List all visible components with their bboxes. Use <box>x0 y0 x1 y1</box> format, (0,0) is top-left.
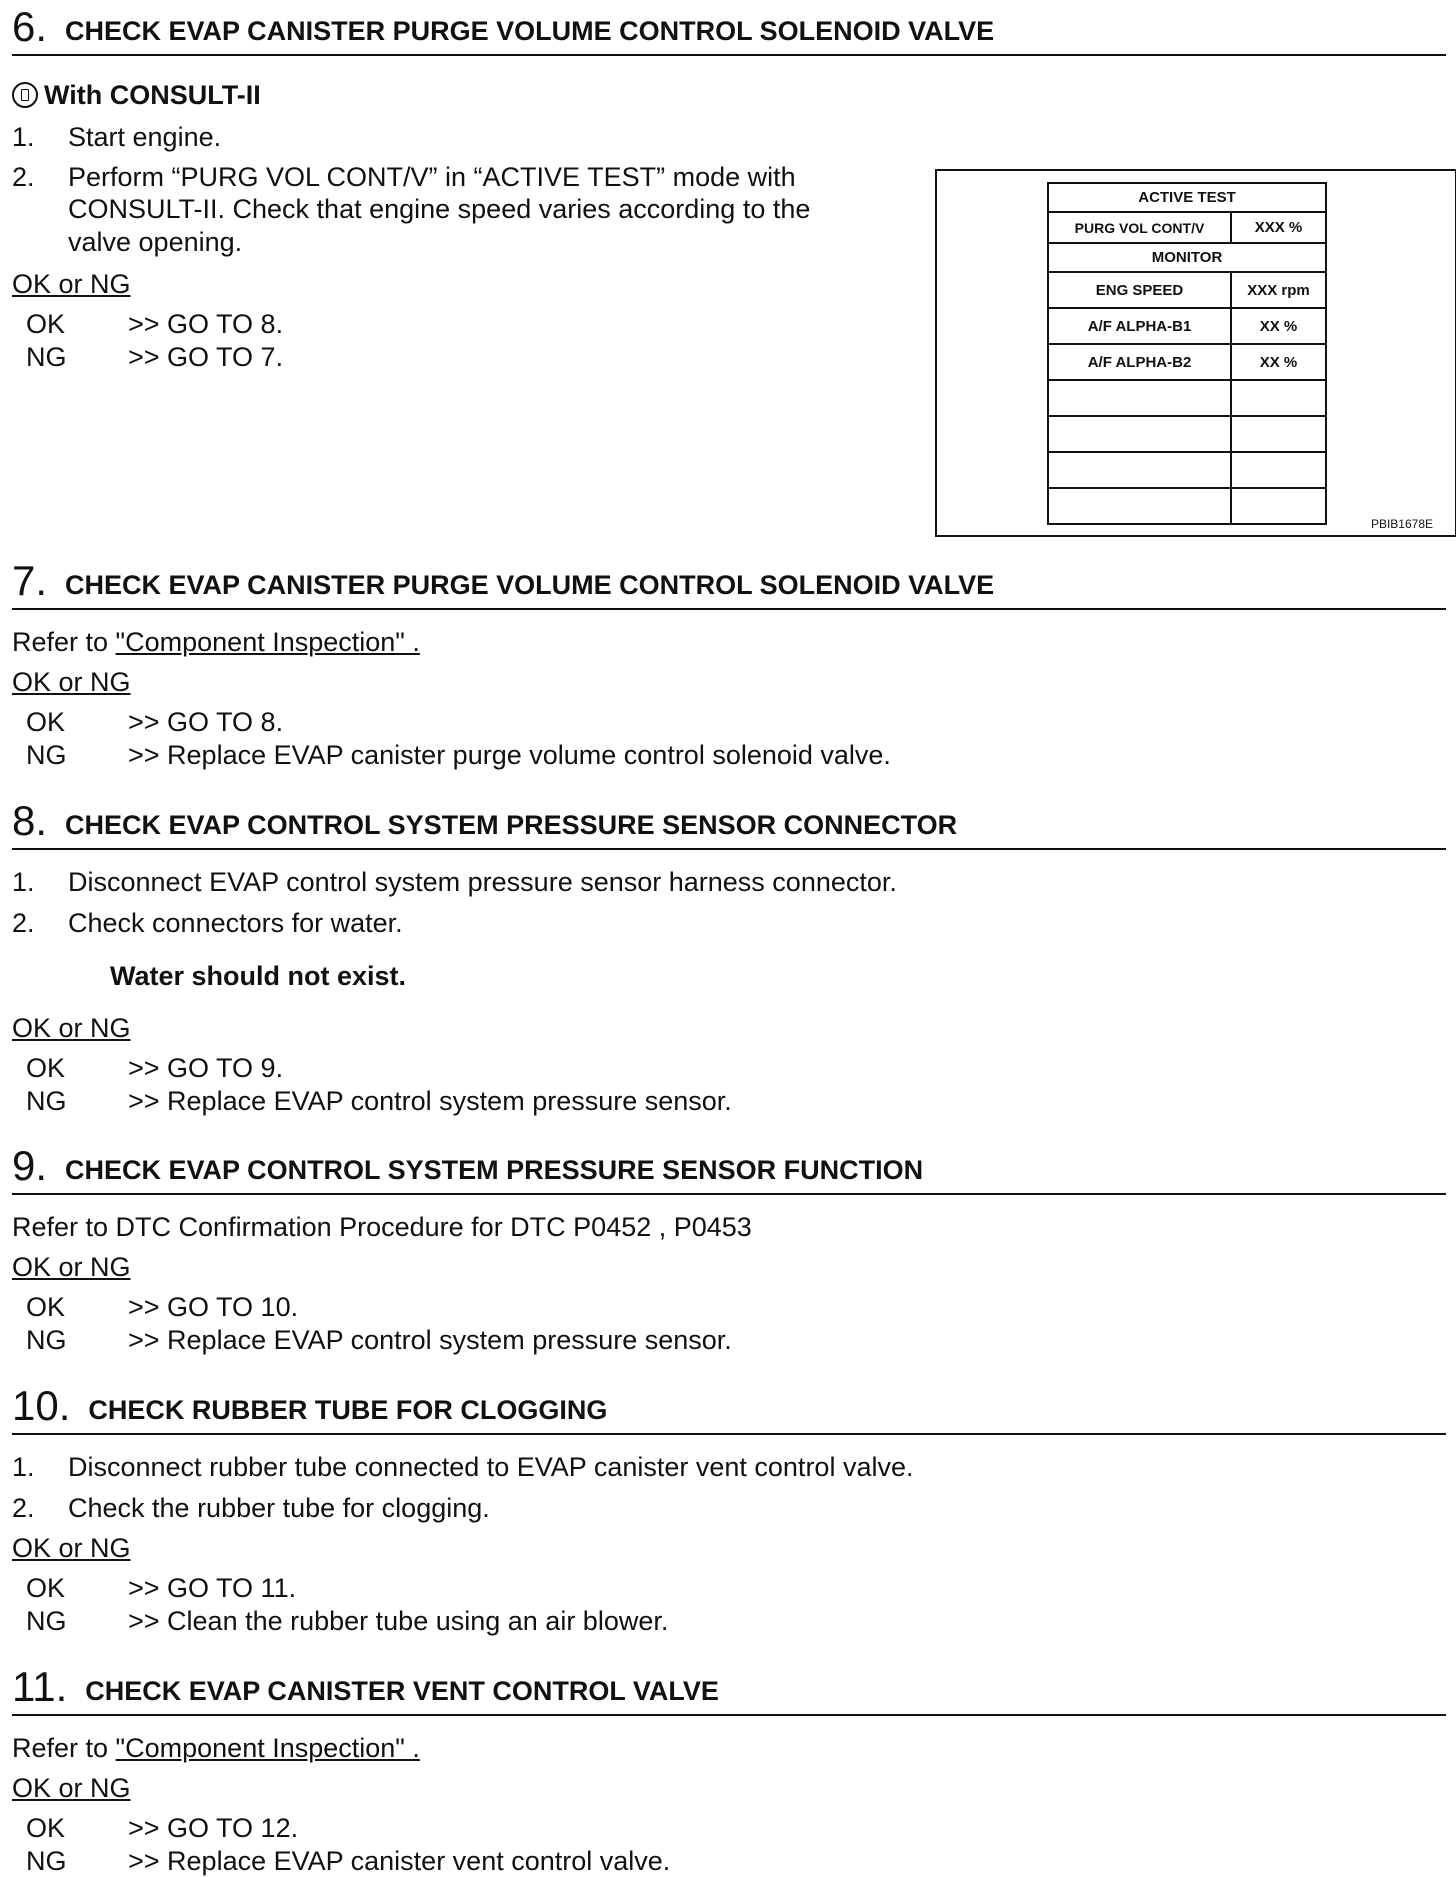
component-inspection-link[interactable]: "Component Inspection" . <box>115 1733 420 1763</box>
step-title: CHECK EVAP CANISTER VENT CONTROL VALVE <box>85 1676 719 1706</box>
empty-cell <box>1048 416 1231 452</box>
step-number: 6 <box>12 3 36 50</box>
ok-or-ng-label: OK or NG <box>12 1533 131 1563</box>
step-7-header: 7 . CHECK EVAP CANISTER PURGE VOLUME CONTROL SOLENOID VALVE <box>12 554 1446 610</box>
empty-cell <box>1231 488 1326 524</box>
ok-or-ng-label: OK or NG <box>12 269 131 299</box>
empty-cell <box>1231 416 1326 452</box>
active-test-table <box>1047 182 1327 525</box>
refer-line: Refer to "Component Inspection" . <box>12 627 420 657</box>
step-10-section: 10 . CHECK RUBBER TUBE FOR CLOGGING 1. Disconnect rubber tube connected to EVAP canister vent control valve. 2. Check the rubber tube for clogging. OK or NG OK >> GO TO 11. NG >> Clean the rubber tube using an air blower. <box>12 1379 1446 1435</box>
spec-note: Water should not exist. <box>110 961 407 991</box>
empty-cell <box>1048 380 1231 416</box>
table-cell: A/F ALPHA-B1 <box>1048 308 1231 344</box>
table-cell: ENG SPEED <box>1048 272 1231 308</box>
step-number: 9 <box>12 1142 36 1189</box>
empty-cell <box>1048 488 1231 524</box>
empty-cell <box>1231 380 1326 416</box>
step-title: CHECK EVAP CONTROL SYSTEM PRESSURE SENSOR CONNECTOR <box>65 810 958 840</box>
ok-or-ng-label: OK or NG <box>12 667 131 697</box>
ok-or-ng-label: OK or NG <box>12 1013 131 1043</box>
empty-cell <box>1231 452 1326 488</box>
ok-or-ng-label: OK or NG <box>12 1252 131 1282</box>
step-8-header: 8 . CHECK EVAP CONTROL SYSTEM PRESSURE SENSOR CONNECTOR <box>12 794 1446 850</box>
step-6-section: 6 . CHECK EVAP CANISTER PURGE VOLUME CONTROL SOLENOID VALVE With CONSULT-II 1. Start engine. 2. Perform “PURG VOL CONT/V” in “ACTIVE TEST” mode with CONSULT-II. Check that engine speed varies according to the valve opening. OK or NG OK >> GO TO 8. NG >> GO TO 7. <box>12 0 1446 56</box>
step-title: CHECK EVAP CANISTER PURGE VOLUME CONTROL SOLENOID VALVE <box>65 16 995 46</box>
table-cell: XX % <box>1231 344 1326 380</box>
step-number: 10 <box>12 1382 59 1429</box>
table-cell: XXX % <box>1231 212 1326 243</box>
step-title: CHECK EVAP CONTROL SYSTEM PRESSURE SENSOR FUNCTION <box>65 1155 924 1185</box>
step-11-section: 11 . CHECK EVAP CANISTER VENT CONTROL VALVE Refer to "Component Inspection" . OK or NG OK >> GO TO 12. NG >> Replace EVAP canister vent control valve. <box>12 1660 1446 1716</box>
step-title: CHECK EVAP CANISTER PURGE VOLUME CONTROL SOLENOID VALVE <box>65 570 995 600</box>
step-number: 8 <box>12 797 36 844</box>
consult-icon <box>12 82 38 108</box>
table-cell: PURG VOL CONT/V <box>1048 212 1231 243</box>
ok-or-ng-label: OK or NG <box>12 1773 131 1803</box>
step-6-header: 6 . CHECK EVAP CANISTER PURGE VOLUME CONTROL SOLENOID VALVE <box>12 0 1446 56</box>
component-inspection-link[interactable]: "Component Inspection" . <box>115 627 420 657</box>
step-9-section: 9 . CHECK EVAP CONTROL SYSTEM PRESSURE SENSOR FUNCTION Refer to DTC Confirmation Procedure for DTC P0452 , P0453 OK or NG OK >> GO TO 10. NG >> Replace EVAP control system pressure sensor. <box>12 1139 1446 1195</box>
monitor-header: MONITOR <box>1048 243 1326 272</box>
table-cell: A/F ALPHA-B2 <box>1048 344 1231 380</box>
active-test-header: ACTIVE TEST <box>1048 183 1326 212</box>
step-title: CHECK RUBBER TUBE FOR CLOGGING <box>88 1395 608 1425</box>
step-7-section: 7 . CHECK EVAP CANISTER PURGE VOLUME CONTROL SOLENOID VALVE Refer to "Component Inspection" . OK or NG OK >> GO TO 8. NG >> Replace EVAP canister purge volume control solenoid valve. <box>12 554 1446 610</box>
step-8-section: 8 . CHECK EVAP CONTROL SYSTEM PRESSURE SENSOR CONNECTOR 1. Disconnect EVAP control system pressure sensor harness connector. 2. Check connectors for water. Water should not exist. OK or NG OK >> GO TO 9. NG >> Replace EVAP control system pressure sensor. <box>12 794 1446 850</box>
step-number: 11 <box>12 1663 56 1710</box>
consult-label: With CONSULT-II <box>12 79 261 111</box>
step-number: 7 <box>12 557 36 604</box>
table-cell: XXX rpm <box>1231 272 1326 308</box>
step-9-header: 9 . CHECK EVAP CONTROL SYSTEM PRESSURE SENSOR FUNCTION <box>12 1139 1446 1195</box>
step-10-header: 10 . CHECK RUBBER TUBE FOR CLOGGING <box>12 1379 1446 1435</box>
empty-cell <box>1048 452 1231 488</box>
figure-code: PBIB1678E <box>1370 517 1433 531</box>
consult-screen-figure <box>935 169 1456 537</box>
table-cell: XX % <box>1231 308 1326 344</box>
refer-line: Refer to "Component Inspection" . <box>12 1733 420 1763</box>
step-11-header: 11 . CHECK EVAP CANISTER VENT CONTROL VALVE <box>12 1660 1446 1716</box>
refer-line: Refer to DTC Confirmation Procedure for DTC P0452 , P0453 <box>12 1212 752 1242</box>
